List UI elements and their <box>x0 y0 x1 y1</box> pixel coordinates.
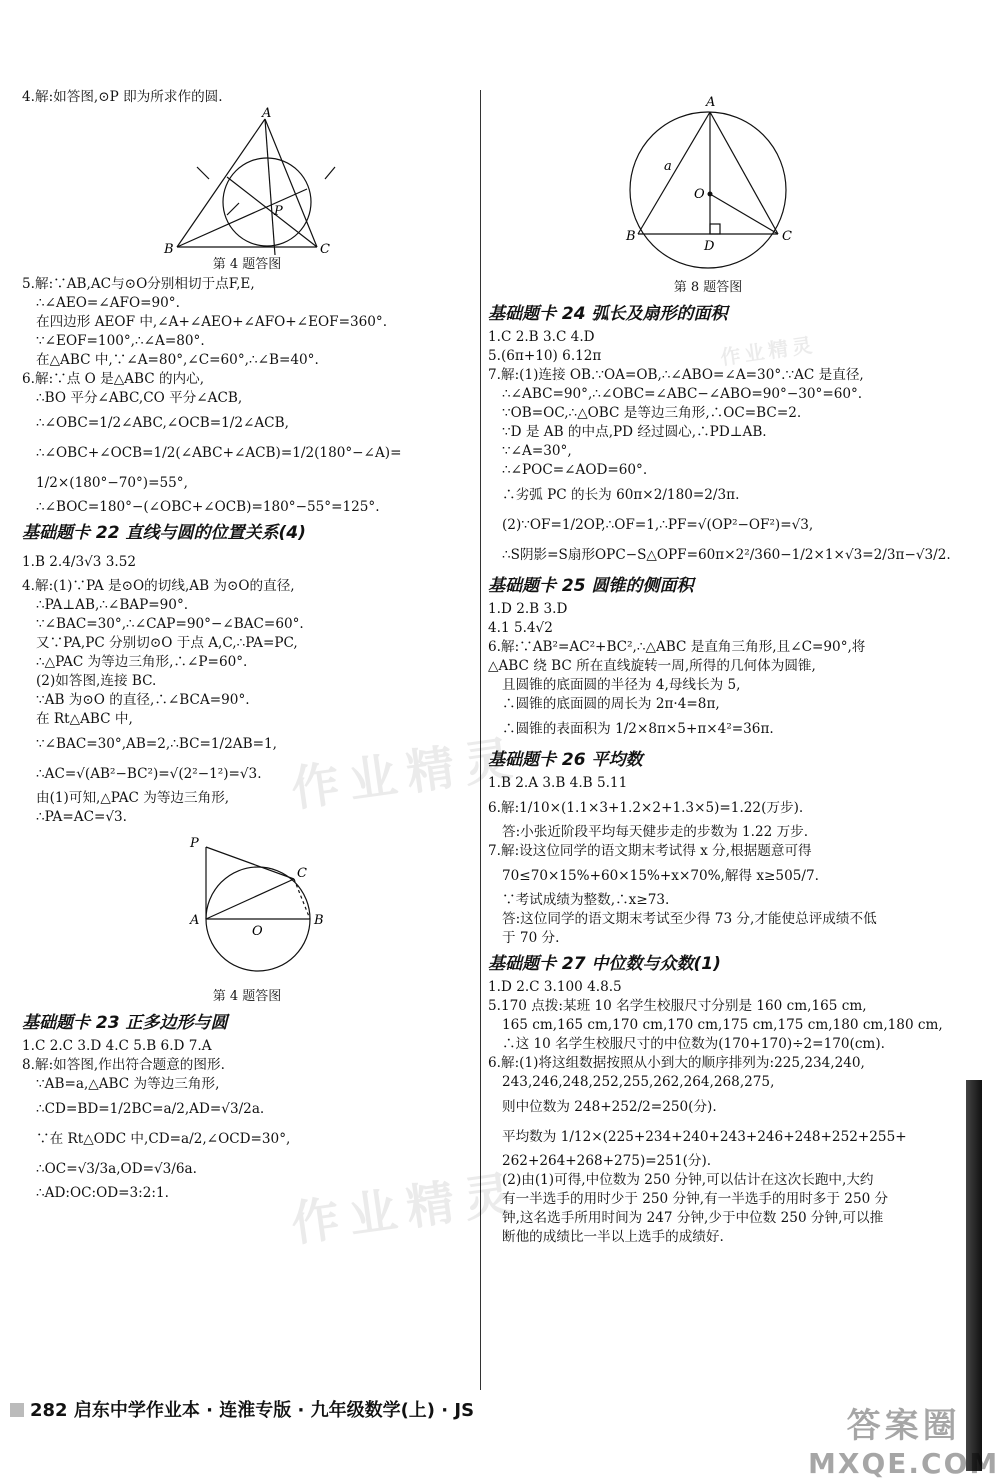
fig8-label-d: D <box>704 239 715 254</box>
p5-line-2: ∴∠AEO=∠AFO=90°. <box>36 295 180 311</box>
c27-line-2: 5.170 点拨:某班 10 名学生校服尺寸分别是 160 cm,165 cm, <box>488 998 867 1014</box>
c23-line-7: ∴AD:OC:OD=3:2:1. <box>36 1185 169 1201</box>
c23-line-3: ∵AB=a,△ABC 为等边三角形, <box>36 1076 220 1092</box>
corner-watermark <box>808 1398 999 1480</box>
c24-line-1: 1.C 2.B 3.C 4.D <box>488 329 595 345</box>
figure-4a-caption: 第 4 题答图 <box>212 257 282 272</box>
c24-line-5: ∵OB=OC,∴△OBC 是等边三角形,∴OC=BC=2. <box>502 405 802 421</box>
c25-line-2: 4.1 5.4√2 <box>488 620 553 636</box>
p6-line-5: 1/2×(180°−70°)=55°, <box>36 475 188 491</box>
c26-line-7: 答:这位同学的语文期末考试至少得 73 分,才能使总评成绩不低 <box>502 911 877 927</box>
fig8-label-b: B <box>626 229 636 244</box>
corner-watermark-line1: 答案圈 <box>846 1406 961 1446</box>
c22-line-2: 4.解:(1)∵PA 是⊙O的切线,AB 为⊙O的直径, <box>22 578 295 594</box>
p5-line-5: 在△ABC 中,∵∠A=80°,∠C=60°,∴∠B=40°. <box>36 352 319 368</box>
figure-4b-caption: 第 4 题答图 <box>212 989 282 1004</box>
c25-line-6: ∴圆锥的底面圆的周长为 2π·4=8π, <box>502 696 720 712</box>
c22-line-5: 又∵PA,PC 分别切⊙O 于点 A,C,∴PA=PC, <box>36 635 298 651</box>
figure-8-circumcircle <box>488 88 928 278</box>
fig8-label-a-vertex: A <box>706 95 716 110</box>
card-23-title: 基础题卡 23 正多边形与圆 <box>22 1013 228 1033</box>
card-26-title: 基础题卡 26 平均数 <box>488 750 643 770</box>
c26-line-3: 答:小张近阶段平均每天健步走的步数为 1.22 万步. <box>502 824 809 840</box>
c27-line-3: 165 cm,165 cm,170 cm,170 cm,175 cm,175 cm,180 cm,180 cm, <box>502 1017 943 1033</box>
c24-line-10: (2)∵OF=1/2OP,∴OF=1,∴PF=√(OP²−OF²)=√3, <box>502 517 814 533</box>
c26-line-5: 70≤70×15%+60×15%+x×70%,解得 x≥505/7. <box>502 868 819 884</box>
c25-line-1: 1.D 2.B 3.D <box>488 601 568 617</box>
c24-line-9: ∴劣弧 PC 的长为 60π×2/180=2/3π. <box>502 487 740 503</box>
p6-line-3: ∴∠OBC=1/2∠ABC,∠OCB=1/2∠ACB, <box>36 415 289 431</box>
c23-line-2: 8.解:如答图,作出符合题意的图形. <box>22 1057 225 1073</box>
c23-line-4: ∴CD=BD=1/2BC=a/2,AD=√3/2a. <box>36 1101 265 1117</box>
c25-line-3: 6.解:∵AB²=AC²+BC²,∴△ABC 是直角三角形,且∠C=90°,将 <box>488 639 866 655</box>
fig8-label-c: C <box>782 229 792 244</box>
fig4b-label-b: B <box>314 913 324 928</box>
c22-line-10: ∵∠BAC=30°,AB=2,∴BC=1/2AB=1, <box>36 736 277 752</box>
fig4a-label-a: A <box>262 107 272 121</box>
c26-line-8: 于 70 分. <box>502 930 560 946</box>
c27-line-8: 平均数为 1/12×(225+234+240+243+246+248+252+255+ <box>502 1129 907 1145</box>
c24-line-2: 5.(6π+10) 6.12π <box>488 348 602 364</box>
c26-line-4: 7.解:设这位同学的语文期末考试得 x 分,根据题意可得 <box>488 843 812 859</box>
p6-line-6: ∴∠BOC=180°−(∠OBC+∠OCB)=180°−55°=125°. <box>36 499 380 515</box>
c22-line-12: 由(1)可知,△PAC 为等边三角形, <box>36 790 230 806</box>
p6-line-2: ∴BO 平分∠ABC,CO 平分∠ACB, <box>36 390 243 406</box>
c27-line-1: 1.D 2.C 3.100 4.8.5 <box>488 979 622 995</box>
watermark-3: 作业精灵 <box>719 332 818 370</box>
c27-line-11: 有一半选手的用时少于 250 分钟,有一半选手的用时多于 250 分 <box>502 1191 889 1207</box>
c22-line-11: ∴AC=√(AB²−BC²)=√(2²−1²)=√3. <box>36 766 262 782</box>
c24-line-3: 7.解:(1)连接 OB.∵OA=OB,∴∠ABO=∠A=30°.∵AC 是直径, <box>488 367 864 383</box>
fig8-label-side-a: a <box>664 159 672 174</box>
fig4b-label-p: P <box>190 836 199 851</box>
c22-line-1: 1.B 2.4/3√3 3.52 <box>22 554 137 570</box>
c22-line-13: ∴PA=AC=√3. <box>36 809 127 825</box>
figure-8-caption: 第 8 题答图 <box>673 280 743 295</box>
c22-line-6: ∴△PAC 为等边三角形,∴∠P=60°. <box>36 654 248 670</box>
c24-line-11: ∴S阴影=S扇形OPC−S△OPF=60π×2²/360−1/2×1×√3=2/3π−√3/2. <box>502 547 951 563</box>
c23-line-6: ∴OC=√3/3a,OD=√3/6a. <box>36 1161 197 1177</box>
p6-line-4: ∴∠OBC+∠OCB=1/2(∠ABC+∠ACB)=1/2(180°−∠A)= <box>36 445 402 461</box>
watermark-2: 作业精灵 <box>287 1165 526 1253</box>
c26-line-1: 1.B 2.A 3.B 4.B 5.11 <box>488 775 628 791</box>
p5-line-4: ∵∠EOF=100°,∴∠A=80°. <box>36 333 205 349</box>
c27-line-6: 243,246,248,252,255,262,264,268,275, <box>502 1074 775 1090</box>
c26-line-6: ∵考试成绩为整数,∴x≥73. <box>502 892 670 908</box>
c22-line-8: ∵AB 为⊙O 的直径,∴∠BCA=90°. <box>36 692 250 708</box>
c24-line-8: ∴∠POC=∠AOD=60°. <box>502 462 648 478</box>
c25-line-5: 且圆锥的底面圆的半径为 4,母线长为 5, <box>502 677 741 693</box>
right-column <box>488 88 951 1247</box>
footer-text: 282 启东中学作业本 · 连淮专版 · 九年级数学(上) · JS <box>30 1400 475 1421</box>
c27-line-10: (2)由(1)可得,中位数为 250 分钟,可以估计在这次长跑中,大约 <box>502 1172 874 1188</box>
c22-line-7: (2)如答图,连接 BC. <box>36 673 157 689</box>
c22-line-3: ∴PA⊥AB,∴∠BAP=90°. <box>36 597 189 613</box>
fig4b-label-a: A <box>190 913 200 928</box>
fig4a-label-b: B <box>164 242 174 255</box>
c24-line-7: ∵∠A=30°, <box>502 443 572 459</box>
c27-line-9: 262+264+268+275)=251(分). <box>502 1153 712 1169</box>
c27-line-5: 6.解:(1)将这组数据按照从小到大的顺序排列为:225,234,240, <box>488 1055 865 1071</box>
p6-line-1: 6.解:∵点 O 是△ABC 的内心, <box>22 371 205 387</box>
p5-line-3: 在四边形 AEOF 中,∠A+∠AEO+∠AFO+∠EOF=360°. <box>36 314 388 330</box>
fig4a-label-c: C <box>320 242 330 255</box>
fig4b-label-o: O <box>252 924 263 939</box>
card-22-title: 基础题卡 22 直线与圆的位置关系(4) <box>22 523 306 543</box>
figure-4a-incircle <box>22 107 472 255</box>
c27-line-4: ∴这 10 名学生校服尺寸的中位数为(170+170)÷2=170(cm). <box>502 1036 885 1052</box>
c25-line-7: ∴圆锥的表面积为 1/2×8π×5+π×4²=36π. <box>502 721 774 737</box>
problem-4-intro: 4.解:如答图,⊙P 即为所求作的圆. <box>22 89 223 105</box>
c27-line-12: 钟,这名选手所用时间为 247 分钟,少于中位数 250 分钟,可以推 <box>502 1210 884 1226</box>
c23-line-5: ∵在 Rt△ODC 中,CD=a/2,∠OCD=30°, <box>36 1131 291 1147</box>
watermark-1: 作业精灵 <box>287 730 526 818</box>
c27-line-7: 则中位数为 248+252/2=250(分). <box>502 1099 717 1115</box>
card-25-title: 基础题卡 25 圆锥的侧面积 <box>488 576 694 596</box>
c22-line-4: ∵∠BAC=30°,∴∠CAP=90°−∠BAC=60°. <box>36 616 304 632</box>
c24-line-4: ∴∠ABC=90°,∴∠OBC=∠ABC−∠ABO=90°−30°=60°. <box>502 386 863 402</box>
card-24-title: 基础题卡 24 弧长及扇形的面积 <box>488 304 728 324</box>
card-27-title: 基础题卡 27 中位数与众数(1) <box>488 954 721 974</box>
left-column <box>22 88 472 1203</box>
c23-line-1: 1.C 2.C 3.D 4.C 5.B 6.D 7.A <box>22 1038 212 1054</box>
c27-line-13: 断他的成绩比一半以上选手的成绩好. <box>502 1229 724 1245</box>
fig8-label-o: O <box>694 187 705 202</box>
c25-line-4: △ABC 绕 BC 所在直线旋转一周,所得的几何体为圆锥, <box>488 658 816 674</box>
footer-square-icon <box>10 1403 24 1417</box>
p5-line-1: 5.解:∵AB,AC与⊙O分别相切于点F,E, <box>22 276 255 292</box>
figure-4b-tangent <box>22 827 472 987</box>
corner-watermark-line2: MXQE.COM <box>808 1447 1000 1480</box>
c22-line-9: 在 Rt△ABC 中, <box>36 711 133 727</box>
c24-line-6: ∵D 是 AB 的中点,PD 经过圆心,∴PD⊥AB. <box>502 424 767 440</box>
fig4a-label-p: P <box>274 204 283 219</box>
fig4b-label-c: C <box>297 866 307 881</box>
page-footer <box>10 1396 474 1422</box>
c26-line-2: 6.解:1/10×(1.1×3+1.2×2+1.3×5)=1.22(万步). <box>488 800 804 816</box>
